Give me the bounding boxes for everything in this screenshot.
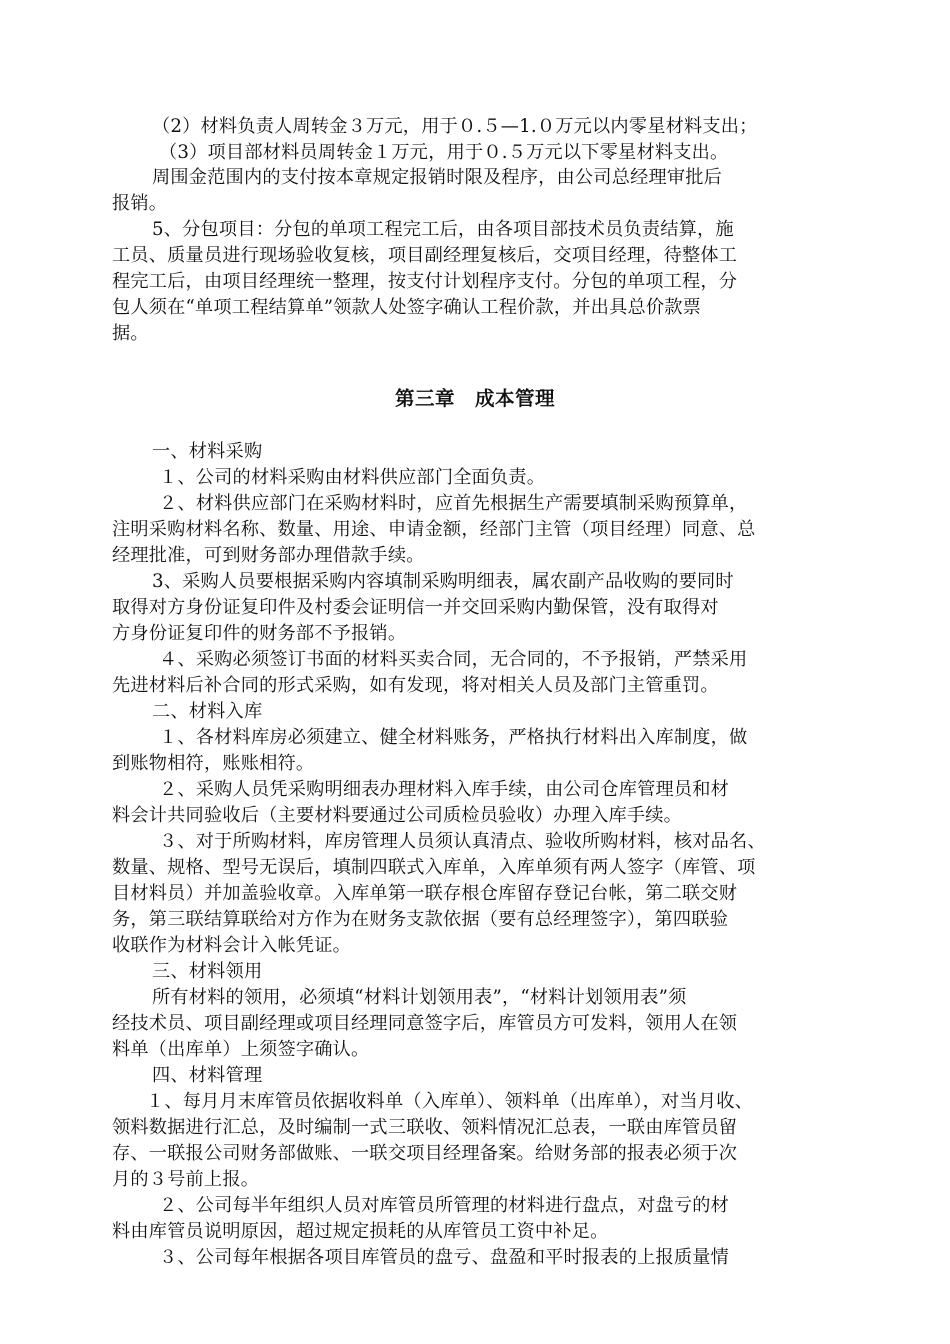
paragraph-line: ３、对于所购材料，库房管理人员须认真清点、验收所购材料，核对品名、 — [159, 831, 766, 852]
paragraph-line: ４、采购必须签订书面的材料买卖合同，无合同的，不予报销，严禁采用 — [159, 649, 748, 670]
paragraph-line: 先进材料后补合同的形式采购，如有发现，将对相关人员及部门主管重罚。 — [112, 675, 719, 696]
paragraph-line: 经技术员、项目副经理或项目经理同意签字后，库管员方可发料，领用人在领 — [112, 1013, 738, 1034]
paragraph-line: 目材料员）并加盖验收章。入库单第一联存根仓库留存登记台帐，第二联交财 — [112, 883, 738, 904]
paragraph-line: 注明采购材料名称、数量、用途、申请金额，经部门主管（项目经理）同意、总 — [112, 519, 756, 540]
paragraph-line: 收联作为材料会计入帐凭证。 — [112, 935, 352, 956]
paragraph-line: １、各材料库房必须建立、健全材料账务，严格执行材料出入库制度，做 — [159, 727, 748, 748]
paragraph-line: 程完工后，由项目经理统一整理，按支付计划程序支付。分包的单项工程，分 — [112, 271, 738, 292]
paragraph-line: 务，第三联结算联给对方作为在财务支款依据（要有总经理签字），第四联验 — [112, 909, 729, 930]
paragraph-line: 存、一联报公司财务部做账、一联交项目经理备案。给财务部的报表必须于次 — [112, 1143, 738, 1164]
paragraph-line: 周围金范围内的支付按本章规定报销时限及程序，由公司总经理审批后 — [152, 167, 723, 188]
section-heading: 三、材料领用 — [152, 961, 263, 982]
paragraph-line: １、公司的材料采购由材料供应部门全面负责。 — [159, 467, 546, 488]
paragraph-line: ２、公司每半年组织人员对库管员所管理的材料进行盘点，对盘亏的材 — [159, 1195, 730, 1216]
paragraph-line: 取得对方身份证复印件及村委会证明信一并交回采购内勤保管，没有取得对 — [112, 597, 719, 618]
paragraph-line: （3）项目部材料员周转金１万元，用于０.５万元以下零星材料支出。 — [159, 142, 729, 163]
paragraph-line: 据。 — [112, 323, 149, 344]
paragraph-line: 数量、规格、型号无误后，填制四联式入库单，入库单须有两人签字（库管、项 — [112, 857, 756, 878]
section-heading: 二、材料入库 — [152, 701, 263, 722]
paragraph-line: １、每月月末库管员依据收料单（入库单）、领料单（出库单），对当月收、 — [146, 1091, 753, 1112]
paragraph-line: 包人须在“单项工程结算单”领款人处签字确认工程价款，并出具总价款票 — [112, 297, 702, 318]
paragraph-line: 月的３号前上报。 — [112, 1169, 260, 1190]
paragraph-line: （2）材料负责人周转金３万元，用于０.５—1.０万元以内零星材料支出； — [152, 116, 758, 137]
paragraph-line: 经理批准，可到财务部办理借款手续。 — [112, 545, 425, 566]
paragraph-line: 到账物相符，账账相符。 — [112, 753, 315, 774]
paragraph-line: 方身份证复印件的财务部不予报销。 — [112, 623, 407, 644]
paragraph-line: ２、采购人员凭采购明细表办理材料入库手续，由公司仓库管理员和材 — [159, 779, 730, 800]
paragraph-line: ２、材料供应部门在采购材料时，应首先根据生产需要填制采购预算单， — [159, 493, 748, 514]
paragraph-line: 料单（出库单）上须签字确认。 — [112, 1039, 370, 1060]
paragraph-line: 工员、质量员进行现场验收复核，项目副经理复核后，交项目经理，待整体工 — [112, 245, 738, 266]
paragraph-line: 3、采购人员要根据采购内容填制采购明细表，属农副产品收购的要同时 — [152, 571, 734, 592]
chapter-title: 第三章 成本管理 — [394, 387, 555, 410]
paragraph-line: 料会计共同验收后（主要材料要通过公司质检员验收）办理入库手续。 — [112, 805, 683, 826]
paragraph-line: 领料数据进行汇总，及时编制一式三联收、领料情况汇总表，一联由库管员留 — [112, 1117, 738, 1138]
section-heading: 四、材料管理 — [152, 1065, 263, 1086]
section-heading: 一、材料采购 — [152, 441, 263, 462]
paragraph-line: 料由库管员说明原因，超过规定损耗的从库管员工资中补足。 — [112, 1221, 609, 1242]
paragraph-line: ３、公司每年根据各项目库管员的盘亏、盘盈和平时报表的上报质量情 — [159, 1247, 730, 1268]
paragraph-line: 5、分包项目：分包的单项工程完工后，由各项目部技术员负责结算，施 — [152, 219, 734, 240]
paragraph-line: 所有材料的领用，必须填“材料计划领用表”，“材料计划领用表”须 — [152, 987, 687, 1008]
paragraph-line: 报销。 — [112, 193, 168, 214]
